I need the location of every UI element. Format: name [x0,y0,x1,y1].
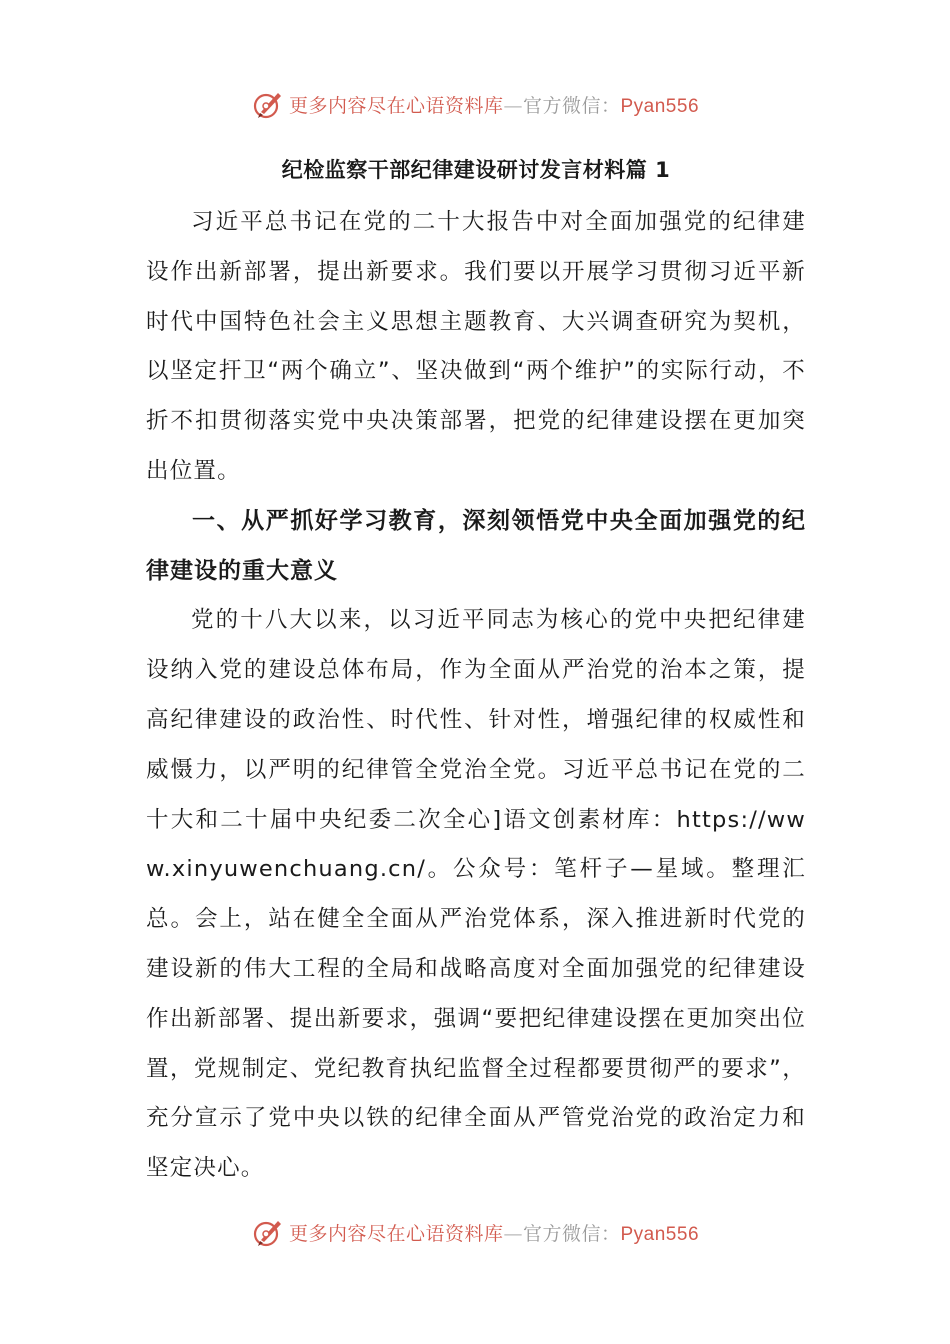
header-banner-wechat-label: 官方微信： [522,94,621,117]
intro-paragraph: 习近平总书记在党的二十大报告中对全面加强党的纪律建设作出新部署，提出新要求。我们要以开展学习贯彻习近平新时代中国特色社会主义思想主题教育、大兴调查研究为契机，以坚定扞卫“两个确立”、坚决做到“两个维护”的实际行动，不折不扣贯彻落实党中央决策部署，把党的纪律建设摆在更加突出位置。 [146,209,806,484]
section-heading: 一、从严抓好学习教育，深刻领悟党中央全面加强党的纪律建设的重大意义 [146,507,806,584]
header-banner-title: 更多内容尽在心语资料库 [288,94,504,117]
footer-banner [0,1212,950,1252]
document-body [146,148,806,1194]
quill-pen-logo-icon [251,1215,285,1249]
document-title: 纪检监察干部纪律建设研讨发言材料篇 1 [281,158,671,182]
footer-banner-title: 更多内容尽在心语资料库 [288,1222,504,1245]
header-banner-wechat-id: Pyan556 [620,95,700,117]
header-banner-dash: — [503,94,523,117]
header-banner [0,84,950,124]
quill-pen-logo-icon [251,87,285,121]
section-paragraph: 党的十八大以来，以习近平同志为核心的党中央把纪律建设纳入党的建设总体布局，作为全面从严治党的治本之策，提高纪律建设的政治性、时代性、针对性，增强纪律的权威性和威慑力，以严明的纪律管全党治全党。习近平总书记在党的二十大和二十届中央纪委二次全心]语文创素材库：https://www.xinyuwenchuang.cn/。公众号：笔杆子—星域。整理汇总。会上，站在健全全面从严治党体系，深入推进新时代党的建设新的伟大工程的全局和战略高度对全面加强党的纪律建设作出新部署、提出新要求，强调“要把纪律建设摆在更加突出位置，党规制定、党纪教育执纪监督全过程都要贯彻严的要求”，充分宣示了党中央以铁的纪律全面从严管党治党的政治定力和坚定决心。 [146,607,806,1182]
footer-banner-wechat-id: Pyan556 [620,1223,700,1245]
header-banner-text [289,91,699,118]
footer-banner-wechat-label: 官方微信： [522,1222,621,1245]
footer-banner-dash: — [503,1222,523,1245]
footer-banner-text [289,1219,699,1246]
